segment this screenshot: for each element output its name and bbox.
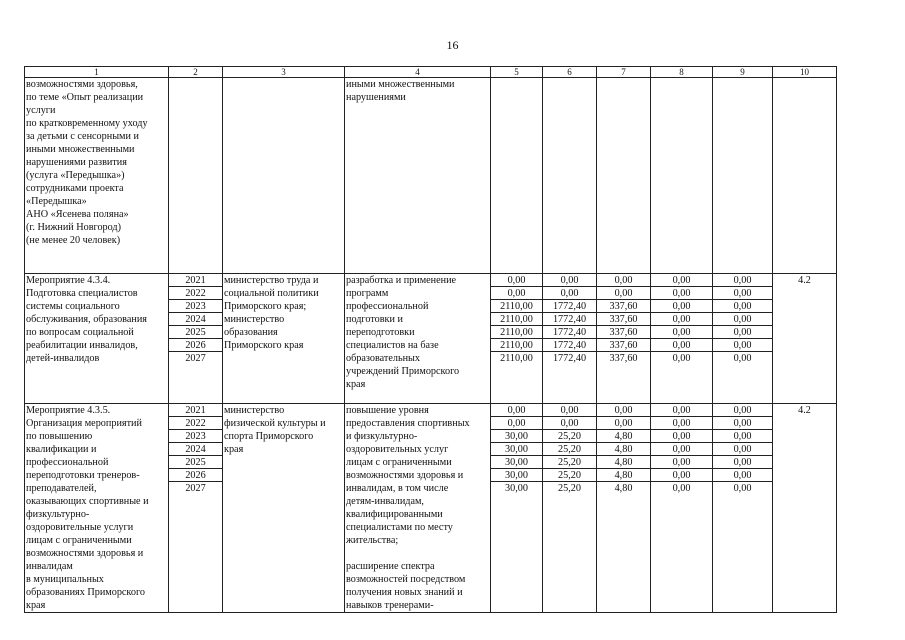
years-cell: [169, 78, 223, 274]
table-cell-value: 1772,40: [543, 300, 596, 313]
table-cell-value: 0,00: [651, 456, 712, 469]
table-cell-value: 2021: [169, 274, 222, 287]
value-cell-8: [651, 274, 713, 404]
indicator-cell: 4.2: [773, 274, 837, 404]
table-cell-value: 2110,00: [500, 353, 533, 364]
table-cell-value: 0,00: [713, 300, 772, 313]
col-header: 4: [345, 67, 491, 78]
table-row: [25, 404, 837, 613]
table-cell-value: 2026: [169, 339, 222, 352]
table-cell-value: 1772,40: [552, 353, 587, 364]
table-cell-value: 0,00: [651, 339, 712, 352]
col-header: 9: [713, 67, 773, 78]
years-cell: [169, 404, 223, 613]
executor-cell: министерство труда и социальной политики Приморского края; министерство образования Приморского края: [223, 274, 345, 404]
indicator-cell: 4.2: [773, 404, 837, 613]
value-cell-7: [597, 274, 651, 404]
table-cell-value: 0,00: [713, 430, 772, 443]
table-cell-value: 0,00: [713, 274, 772, 287]
table-cell-value: 2025: [169, 326, 222, 339]
col-header: 1: [25, 67, 169, 78]
col-header: 5: [491, 67, 543, 78]
activity-cell: Мероприятие 4.3.4. Подготовка специалистов системы социального обслуживания, образования по вопросам социальной реабилитации инвалидов, детей-инвалидов: [25, 274, 169, 404]
activity-cell: Мероприятие 4.3.5. Организация мероприятий по повышению квалификации и профессиональной переподготовки тренеров- преподавателей, оказывающих спортивные и физкультурно- оздоровительные услуги лицам с ограниченными возможностями здоровья и инвалидам в муниципальных образованиях Приморского края: [25, 404, 169, 613]
col-header: 3: [223, 67, 345, 78]
table-cell-value: 2027: [185, 353, 206, 364]
value-cell-7: [597, 78, 651, 274]
table-cell-value: 0,00: [713, 326, 772, 339]
value-cell-6: [543, 274, 597, 404]
table-cell-value: 30,00: [505, 483, 528, 494]
table-cell-value: 0,00: [491, 404, 542, 417]
table-cell-value: 30,00: [491, 430, 542, 443]
table-cell-value: 2021: [169, 404, 222, 417]
value-cell-9: [713, 274, 773, 404]
table-cell-value: 0,00: [597, 274, 650, 287]
table-cell-value: 0,00: [713, 417, 772, 430]
table-cell-value: 4,80: [614, 483, 633, 494]
table-cell-value: 0,00: [651, 287, 712, 300]
table-cell-value: 0,00: [597, 404, 650, 417]
table-row: [25, 78, 837, 274]
table-cell-value: 30,00: [491, 469, 542, 482]
table-cell-value: 337,60: [597, 300, 650, 313]
table-cell-value: 25,20: [543, 430, 596, 443]
table-cell-value: 2110,00: [491, 326, 542, 339]
table-cell-value: 2025: [169, 456, 222, 469]
table-cell-value: 25,20: [543, 443, 596, 456]
table-cell-value: 2022: [169, 287, 222, 300]
table-cell-value: 0,00: [651, 404, 712, 417]
col-header: 2: [169, 67, 223, 78]
table-cell-value: 0,00: [651, 326, 712, 339]
table-cell-value: 0,00: [651, 300, 712, 313]
table-cell-value: 25,20: [543, 469, 596, 482]
table-cell-value: 4,80: [597, 456, 650, 469]
table-cell-value: 2027: [185, 483, 206, 494]
table-cell-value: 2026: [169, 469, 222, 482]
value-cell-5: [491, 274, 543, 404]
col-header: 7: [597, 67, 651, 78]
table-cell-value: 2110,00: [491, 313, 542, 326]
table-cell-value: 337,60: [609, 353, 638, 364]
value-cell-5: [491, 78, 543, 274]
years-cell: [169, 274, 223, 404]
table-cell-value: 0,00: [491, 417, 542, 430]
table-cell-value: 30,00: [491, 443, 542, 456]
col-header: 8: [651, 67, 713, 78]
result-cell: повышение уровня предоставления спортивных и физкультурно- оздоровительных услуг лицам с ограниченными возможностями здоровья и инвалидам, в том числе детям-инвалидам, квалифицированными специалистами по месту жительства; расширение спектра возможностей посредством получения новых знаний и навыков тренерами-: [345, 404, 491, 613]
program-table: [24, 66, 837, 613]
value-cell-6: [543, 78, 597, 274]
table-cell-value: 0,00: [543, 287, 596, 300]
page-number: 16: [446, 38, 459, 52]
table-cell-value: 4,80: [597, 430, 650, 443]
activity-cell: возможностями здоровья, по теме «Опыт реализации услуги по кратковременному уходу за детьми с сенсорными и иными множественными нарушениями развития (услуга «Передышка») сотрудниками проекта «Передышка» АНО «Ясенева поляна» (г. Нижний Новгород) (не менее 20 человек): [25, 78, 169, 274]
table-cell-value: 0,00: [651, 274, 712, 287]
table-cell-value: 0,00: [713, 469, 772, 482]
header-row: [25, 67, 837, 78]
table-cell-value: 2023: [169, 300, 222, 313]
executor-cell: министерство физической культуры и спорта Приморского края: [223, 404, 345, 613]
table-cell-value: 0,00: [713, 443, 772, 456]
table-cell-value: 4,80: [597, 443, 650, 456]
value-cell-9: [713, 78, 773, 274]
table-cell-value: 0,00: [543, 274, 596, 287]
value-cell-8: [651, 78, 713, 274]
table-cell-value: 0,00: [651, 443, 712, 456]
table-cell-value: 2022: [169, 417, 222, 430]
value-cell-6: [543, 404, 597, 613]
table-row: [25, 274, 837, 404]
table-cell-value: 0,00: [733, 483, 752, 494]
table-cell-value: 0,00: [491, 274, 542, 287]
result-cell: иными множественными нарушениями: [345, 78, 491, 274]
value-cell-9: [713, 404, 773, 613]
table-cell-value: 0,00: [597, 287, 650, 300]
table-cell-value: 2024: [169, 313, 222, 326]
table-cell-value: 0,00: [713, 313, 772, 326]
table-cell-value: 25,20: [558, 483, 581, 494]
table-cell-value: 0,00: [733, 353, 752, 364]
table-cell-value: 30,00: [491, 456, 542, 469]
result-cell: разработка и применение программ профессиональной подготовки и переподготовки специалистов на базе образовательных учреждений Приморского края: [345, 274, 491, 404]
executor-cell: [223, 78, 345, 274]
table-cell-value: 337,60: [597, 326, 650, 339]
table-cell-value: 2110,00: [491, 300, 542, 313]
table-cell-value: 0,00: [491, 287, 542, 300]
value-cell-8: [651, 404, 713, 613]
table-cell-value: 0,00: [651, 469, 712, 482]
table-cell-value: 0,00: [543, 417, 596, 430]
table-cell-value: 1772,40: [543, 313, 596, 326]
table-cell-value: 0,00: [651, 417, 712, 430]
table-cell-value: 0,00: [651, 430, 712, 443]
table-cell-value: 0,00: [713, 404, 772, 417]
table-cell-value: 0,00: [651, 313, 712, 326]
table-cell-value: 2024: [169, 443, 222, 456]
table-cell-value: 25,20: [543, 456, 596, 469]
table-cell-value: 2023: [169, 430, 222, 443]
value-cell-7: [597, 404, 651, 613]
table-cell-value: 0,00: [672, 353, 691, 364]
table-cell-value: 4,80: [597, 469, 650, 482]
table-cell-value: 0,00: [713, 339, 772, 352]
table-cell-value: 0,00: [543, 404, 596, 417]
indicator-cell: [773, 78, 837, 274]
table-cell-value: 1772,40: [543, 326, 596, 339]
table-cell-value: 337,60: [597, 313, 650, 326]
table-cell-value: 1772,40: [543, 339, 596, 352]
table-cell-value: 0,00: [713, 456, 772, 469]
col-header: 10: [773, 67, 837, 78]
table-cell-value: 0,00: [713, 287, 772, 300]
table-cell-value: 0,00: [672, 483, 691, 494]
value-cell-5: [491, 404, 543, 613]
table-cell-value: 2110,00: [491, 339, 542, 352]
table-cell-value: 337,60: [597, 339, 650, 352]
col-header: 6: [543, 67, 597, 78]
table-cell-value: 0,00: [597, 417, 650, 430]
